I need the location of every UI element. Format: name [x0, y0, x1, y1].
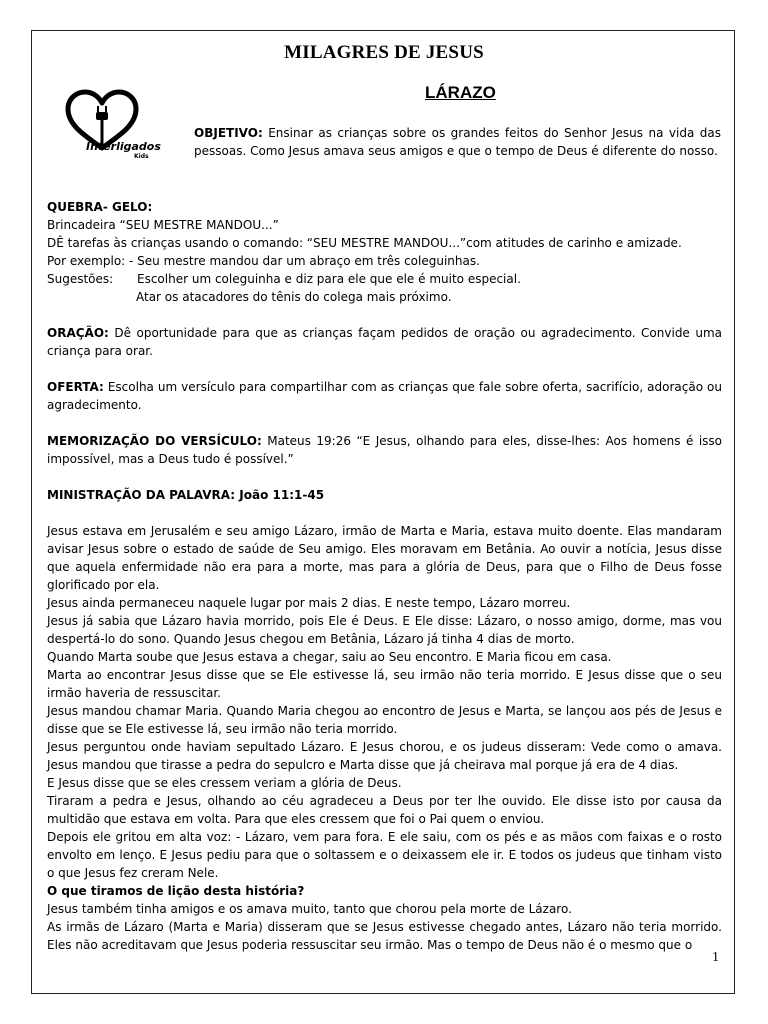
- oracao-paragraph: [47, 324, 722, 360]
- story-paragraph: Jesus perguntou onde haviam sepultado Lázaro. E Jesus chorou, e os judeus disseram: Vede como o amava. Jesus mandou que tirasse a pedra do sepulcro e Marta disse que já cheirava mal porque já era de 4 dias.: [47, 740, 722, 772]
- licao-heading: O que tiramos de lição desta história?: [47, 884, 305, 898]
- page-number: 1: [712, 950, 719, 965]
- quebra-gelo-line-2: DÊ tarefas às crianças usando o comando: “SEU MESTRE MANDOU...”com atitudes de carinho e amizade.: [47, 236, 682, 250]
- oracao-text: Dê oportunidade para que as crianças façam pedidos de oração ou agradecimento. Convide uma criança para orar.: [47, 326, 722, 358]
- document-title: MILAGRES DE JESUS: [284, 42, 484, 63]
- objetivo-text: Ensinar as crianças sobre os grandes feitos do Senhor Jesus na vida das pessoas. Como Jesus amava seus amigos e que o tempo de Deus é diferente do nosso.: [194, 126, 721, 158]
- oferta-label: OFERTA:: [47, 380, 104, 394]
- story-paragraph: Depois ele gritou em alta voz: - Lázaro, vem para fora. E ele saiu, com os pés e as mãos com faixas e o rosto envolto em lenço. E Jesus pediu para que o soltassem e o deixassem ele ir. E todos os judeus que tinham visto o que Jesus fez creram Nele.: [47, 830, 722, 880]
- lesson-subtitle: LÁRAZO: [425, 83, 496, 102]
- interligados-logo: [52, 84, 184, 164]
- oracao-label: ORAÇÃO:: [47, 326, 109, 340]
- sugestoes-line-1: [47, 270, 722, 288]
- story-paragraph: Quando Marta soube que Jesus estava a chegar, saiu ao Seu encontro. E Maria ficou em casa.: [47, 650, 612, 664]
- sugestoes-label: Sugestões:: [47, 272, 114, 286]
- sugestao-2: Atar os atacadores do tênis do colega mais próximo.: [136, 290, 452, 304]
- story-paragraph: Jesus ainda permaneceu naquele lugar por mais 2 dias. E neste tempo, Lázaro morreu.: [47, 596, 571, 610]
- quebra-gelo-heading: QUEBRA- GELO:: [47, 200, 153, 214]
- svg-text:Interligados: Interligados: [86, 140, 161, 153]
- story-paragraph: Jesus já sabia que Lázaro havia morrido, pois Ele é Deus. E Ele disse: Lázaro, o nosso amigo, dorme, mas vou despertá-lo do sono. Quando Jesus chegou em Betânia, Lázaro já tinha 4 dias de morto.: [47, 614, 722, 646]
- story-paragraph: E Jesus disse que se eles cressem veriam a glória de Deus.: [47, 776, 402, 790]
- memorizacao-label: MEMORIZAÇÃO DO VERSÍCULO:: [47, 434, 262, 448]
- sugestao-1: Escolher um coleguinha e diz para ele que ele é muito especial.: [137, 272, 521, 286]
- quebra-gelo-line-1: Brincadeira “SEU MESTRE MANDOU...”: [47, 218, 279, 232]
- objetivo-paragraph: [194, 124, 721, 160]
- memorizacao-paragraph: [47, 432, 722, 468]
- oferta-text: Escolha um versículo para compartilhar com as crianças que fale sobre oferta, sacrifício, adoração ou agradecimento.: [47, 380, 722, 412]
- quebra-gelo-line-3: Por exemplo: - Seu mestre mandou dar um abraço em três coleguinhas.: [47, 254, 480, 268]
- heart-plug-icon: [52, 84, 184, 164]
- svg-text:Kids: Kids: [134, 153, 149, 160]
- ministracao-heading: MINISTRAÇÃO DA PALAVRA: João 11:1-45: [47, 488, 325, 502]
- oferta-paragraph: [47, 378, 722, 414]
- memorizacao-text: Mateus 19:26 “E Jesus, olhando para eles, disse-lhes: Aos homens é isso impossível, mas a Deus tudo é possível.”: [47, 434, 722, 466]
- story-paragraph: Tiraram a pedra e Jesus, olhando ao céu agradeceu a Deus por ter lhe ouvido. Ele disse isto por causa da multidão que estava em volta. Para que eles cressem que foi o Pai quem o enviou.: [47, 794, 722, 826]
- licao-paragraph-1: Jesus também tinha amigos e os amava muito, tanto que chorou pela morte de Lázaro.: [47, 902, 572, 916]
- lesson-content: [47, 198, 722, 954]
- story-paragraph: Jesus estava em Jerusalém e seu amigo Lázaro, irmão de Marta e Maria, estava muito doente. Elas mandaram avisar Jesus sobre o estado de saúde de Seu amigo. Eles moravam em Betânia. Ao ouvir a notícia, Jesus disse que aquela enfermidade não era para a morte, mas para a glória de Deus, para que o Filho de Deus fosse glorificado por ela.: [47, 524, 722, 592]
- story-paragraph: Jesus mandou chamar Maria. Quando Maria chegou ao encontro de Jesus e Marta, se lançou aos pés de Jesus e disse que se Ele estivesse lá, seu irmão não teria morrido.: [47, 704, 722, 736]
- story-paragraph: Marta ao encontrar Jesus disse que se Ele estivesse lá, seu irmão não teria morrido. E Jesus disse que o seu irmão haveria de ressuscitar.: [47, 668, 722, 700]
- licao-paragraph-2: As irmãs de Lázaro (Marta e Maria) disseram que se Jesus estivesse chegado antes, Lázaro não teria morrido. Eles não acreditavam que Jesus poderia ressuscitar seu irmão. Mas o tempo de Deus não é o mesmo que o: [47, 920, 722, 952]
- objetivo-label: OBJETIVO:: [194, 126, 263, 140]
